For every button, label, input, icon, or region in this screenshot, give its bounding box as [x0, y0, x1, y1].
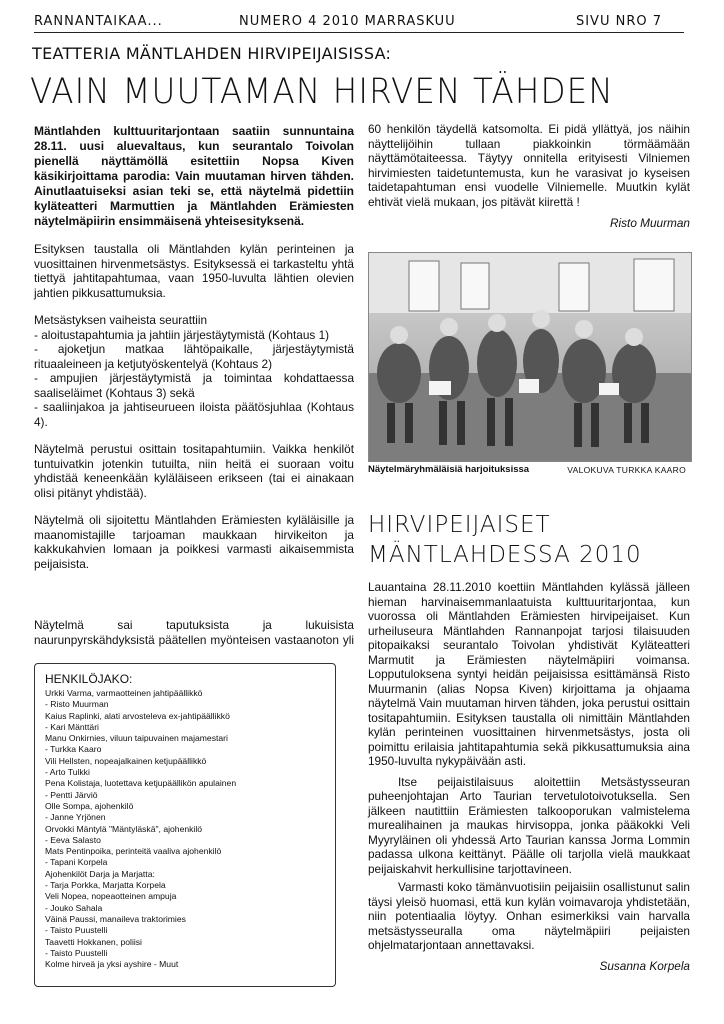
cast-box [34, 663, 336, 987]
cast-line: Väinä Paussi, manaileva traktorimies [45, 913, 186, 924]
paragraph: Näytelmä oli sijoitettu Mäntlahden Erämiesten kyläläisille ja maanomistajille tarjoaman maukkaan hirvikeiton ja kakkukahvien lomaan ja poikkesi varmasti aikaisemmista peijaisista. [34, 513, 354, 571]
right-column-top [368, 122, 690, 231]
paragraph: Esityksen taustalla oli Mäntlahden kylän perinteinen ja vuosittainen hirvenmetsästys. Esityksessä ei tarkasteltu yhtä tiettyä jahtitapahtumaa, vaan 1950-luvulta lähtien olevien jahtien pikkusattumuksia. [34, 242, 354, 300]
cast-title: HENKILÖJAKO: [45, 672, 133, 686]
cast-line: - Turkka Kaaro [45, 744, 102, 755]
cast-line: - Janne Yrjönen [45, 812, 106, 823]
cast-line: Veli Nopea, nopeaotteinen ampuja [45, 891, 177, 902]
cast-line: - Taisto Puustelli [45, 925, 108, 936]
cast-line: - Pentti Järviö [45, 789, 98, 800]
scene-list [34, 313, 354, 429]
paragraph: Näytelmä sai taputuksista ja lukuisista naurunpyrskähdyksistä päätellen myönteisen vastaanoton yli [34, 618, 354, 647]
cast-list [45, 688, 236, 970]
left-column-end [34, 618, 354, 648]
photo-credit: VALOKUVA TURKKA KAARO [567, 465, 686, 475]
cast-line: - Jouko Sahala [45, 902, 103, 913]
page-number: SIVU NRO 7 [575, 14, 662, 29]
cast-line: - Risto Muurman [45, 699, 109, 710]
continued-paragraph: 60 henkilön täydellä katsomolta. Ei pidä yllättyä, jos näihin näyttelijöihin tullaan piakkoinkin törmäämään näyttämötaiteessa. Täytyy onnitella erityisesti Vilniemen hirvimiesten taidetuntemusta, kun he varasivat jo kyseisen taidetapahtuman ensi vuodelle Vilniemelle. Muutkin kylät ehtivät vielä mukaan, jos pitävät kiirettä ! [368, 122, 690, 209]
cast-line: Orvokki Mäntylä "Mäntyläskä", ajohenkilö [45, 823, 203, 834]
article-headline: VAIN MUUTAMAN HIRVEN TÄHDEN [30, 72, 614, 112]
left-column [34, 124, 354, 584]
cast-line: - Kari Mänttäri [45, 721, 99, 732]
article-lead: Mäntlahden kulttuuritarjontaan saatiin sunnuntaina 28.11. uusi aluevaltaus, kun seurantalo Toivolan pienellä näyttämöllä esitettiin Nopsa Kiven käsikirjoittama parodia: Vain muutaman hirven tähden. Ainutlaatuiseksi asian teki se, että näytelmä pidettiin kyläteatteri Marmuttien ja Mäntlahden Erämiesten näytelmäpiirin ensimmäisenä yhteisesityksenä. [34, 124, 354, 228]
list-item: - aloitustapahtumia ja jahtiin järjestäytymistä (Kohtaus 1) [34, 327, 330, 342]
cast-line: - Tapani Korpela [45, 857, 108, 868]
list-item: - ampujien järjestäytymistä ja toimintaa kohdattaessa saalisеläimet (Kohtaus 3) sekä [34, 371, 354, 400]
article2-body [368, 580, 690, 973]
list-item: - ajoketjun matkaa lähtöpaikalle, järjestäytymistä rituaaleineen ja ketjutyöskentelyä (Kohtaus 2) [34, 342, 354, 371]
article2-title-line1: HIRVIPEIJAISET [368, 512, 551, 538]
cast-line: - Taisto Puustelli [45, 947, 108, 958]
article-kicker: TEATTERIA MÄNTLAHDEN HIRVIPEIJAISISSA: [32, 44, 392, 63]
cast-line: Urkki Varma, varmaotteinen jahtipäällikkö [45, 688, 203, 698]
cast-line: - Arto Tulkki [45, 767, 90, 778]
author-signature: Susanna Korpela [599, 958, 690, 973]
issue-info: NUMERO 4 2010 MARRASKUU [239, 14, 456, 29]
paragraph: Varmasti koko tämänvuotisiin peijaisiin osallistunut salin täysi yleisö huomasi, että kun kylän voimavaroja yhdistetään, niin potentiaalia löytyy. Onhan esimerkiksi vain harvalla metsästysseuralla oma näytelmäpiiri peijaisten ohjelmatarjontaan annettavaksi. [368, 880, 690, 952]
cast-line: Kaius Raplinki, alati arvosteleva ex-jahtipäällikkö [45, 710, 230, 721]
cast-line: Taavetti Hokkanen, poliisi [45, 936, 142, 947]
page-header [34, 10, 684, 33]
cast-line: - Eeva Salasto [45, 834, 101, 845]
cast-line: Kolme hirveä ja yksi ayshire - Muut [45, 959, 179, 970]
cast-line: Vili Hellsten, nopeajalkainen ketjupäällikkö [45, 755, 207, 766]
list-item: - saaliinjakoa ja jahtiseurueen iloista päätösjuhlaa (Kohtaus 4). [34, 400, 354, 429]
list-intro: Metsästyksen vaiheista seurattiin [34, 313, 208, 327]
article2-title-line2: MÄNTLAHDESSA 2010 [368, 542, 642, 568]
cast-line: Ajohenkilöt Darja ja Marjatta: [45, 868, 155, 879]
cast-line: Pena Kolistaja, luotettava ketjupäällikön apulainen [45, 778, 237, 789]
photo-caption-block [368, 464, 690, 475]
paragraph: Itse peijaistilaisuus aloitettiin Metsästysseuran puheenjohtajan Arto Taurian tervetulotoivotuksella. Sen jälkeen nautittiin Erämiesten talkooporukan valmistelema murealihainen ja maukas hirvisoppa, jonka pääkokki Veli Myyryläinen oli yhdessä Arto Taurian kanssa Jorma Lommin padassa ulkona keittänyt. Päälle oli tarjolla vielä maukkaat peijaiskahvit herkullisine tarjottavineen. [368, 774, 690, 876]
cast-line: Manu Onkirnies, viluun taipuvainen majamestari [45, 733, 228, 744]
photo-caption: Näytelmäryhmäläisiä harjoituksissa [368, 464, 530, 475]
paragraph: Näytelmä perustui osittain tositapahtumiin. Vaikka henkilöt tuntuivatkin jotenkin tutuilta, niin heitä ei suoraan voitu yhdistää keneenkään kyläläiseen erikseen (tai ei ainakaan olisi pitänyt yhdistää). [34, 442, 354, 500]
publication-name: RANNANTAIKAA... [34, 14, 163, 29]
article2-title [368, 510, 642, 570]
rehearsal-photo [368, 252, 692, 462]
cast-line: - Tarja Porkka, Marjatta Korpela [45, 880, 166, 891]
author-signature: Risto Muurman [610, 216, 690, 230]
cast-line: Olle Sompa, ajohenkilö [45, 800, 134, 811]
paragraph: Lauantaina 28.11.2010 koettiin Mäntlahden kylässä jälleen hieman harvinaisemmanlaatuista kulttuuritarjontaa, kun vuorossa oli Mäntlahden Erämiesten hirvipeijaiset. Kun urheiluseura Mäntlahden Rannanpojat tarjosi tilaisuuden pitopaikaksi seurantalo Toivolan yhdistivät Kyläteatteri Marmutit ja Erämiesten näytelmäpiiri voimansa. Lopputuloksena syntyi heidän peijaisissa esittämänsä Risto Muurmanin (alias Nopsa Kiven) kirjoittama ja ohjaama näytelmä Vain muutaman hirven tähden, joka perustui osittain tositapahtumiin. Esityksen taustalla oli nimittäin Mäntlahden kylän perinteinen vuosittainen hirvenmetsästys, josta oli poimittu erilaisia jahtitapahtumia sekä pikkusattumuksia aina 1950-luvulta nykypäivään asti. [368, 580, 690, 768]
cast-line: Mats Pentinpoika, perinteitä vaaliva ajohenkilö [45, 846, 222, 857]
